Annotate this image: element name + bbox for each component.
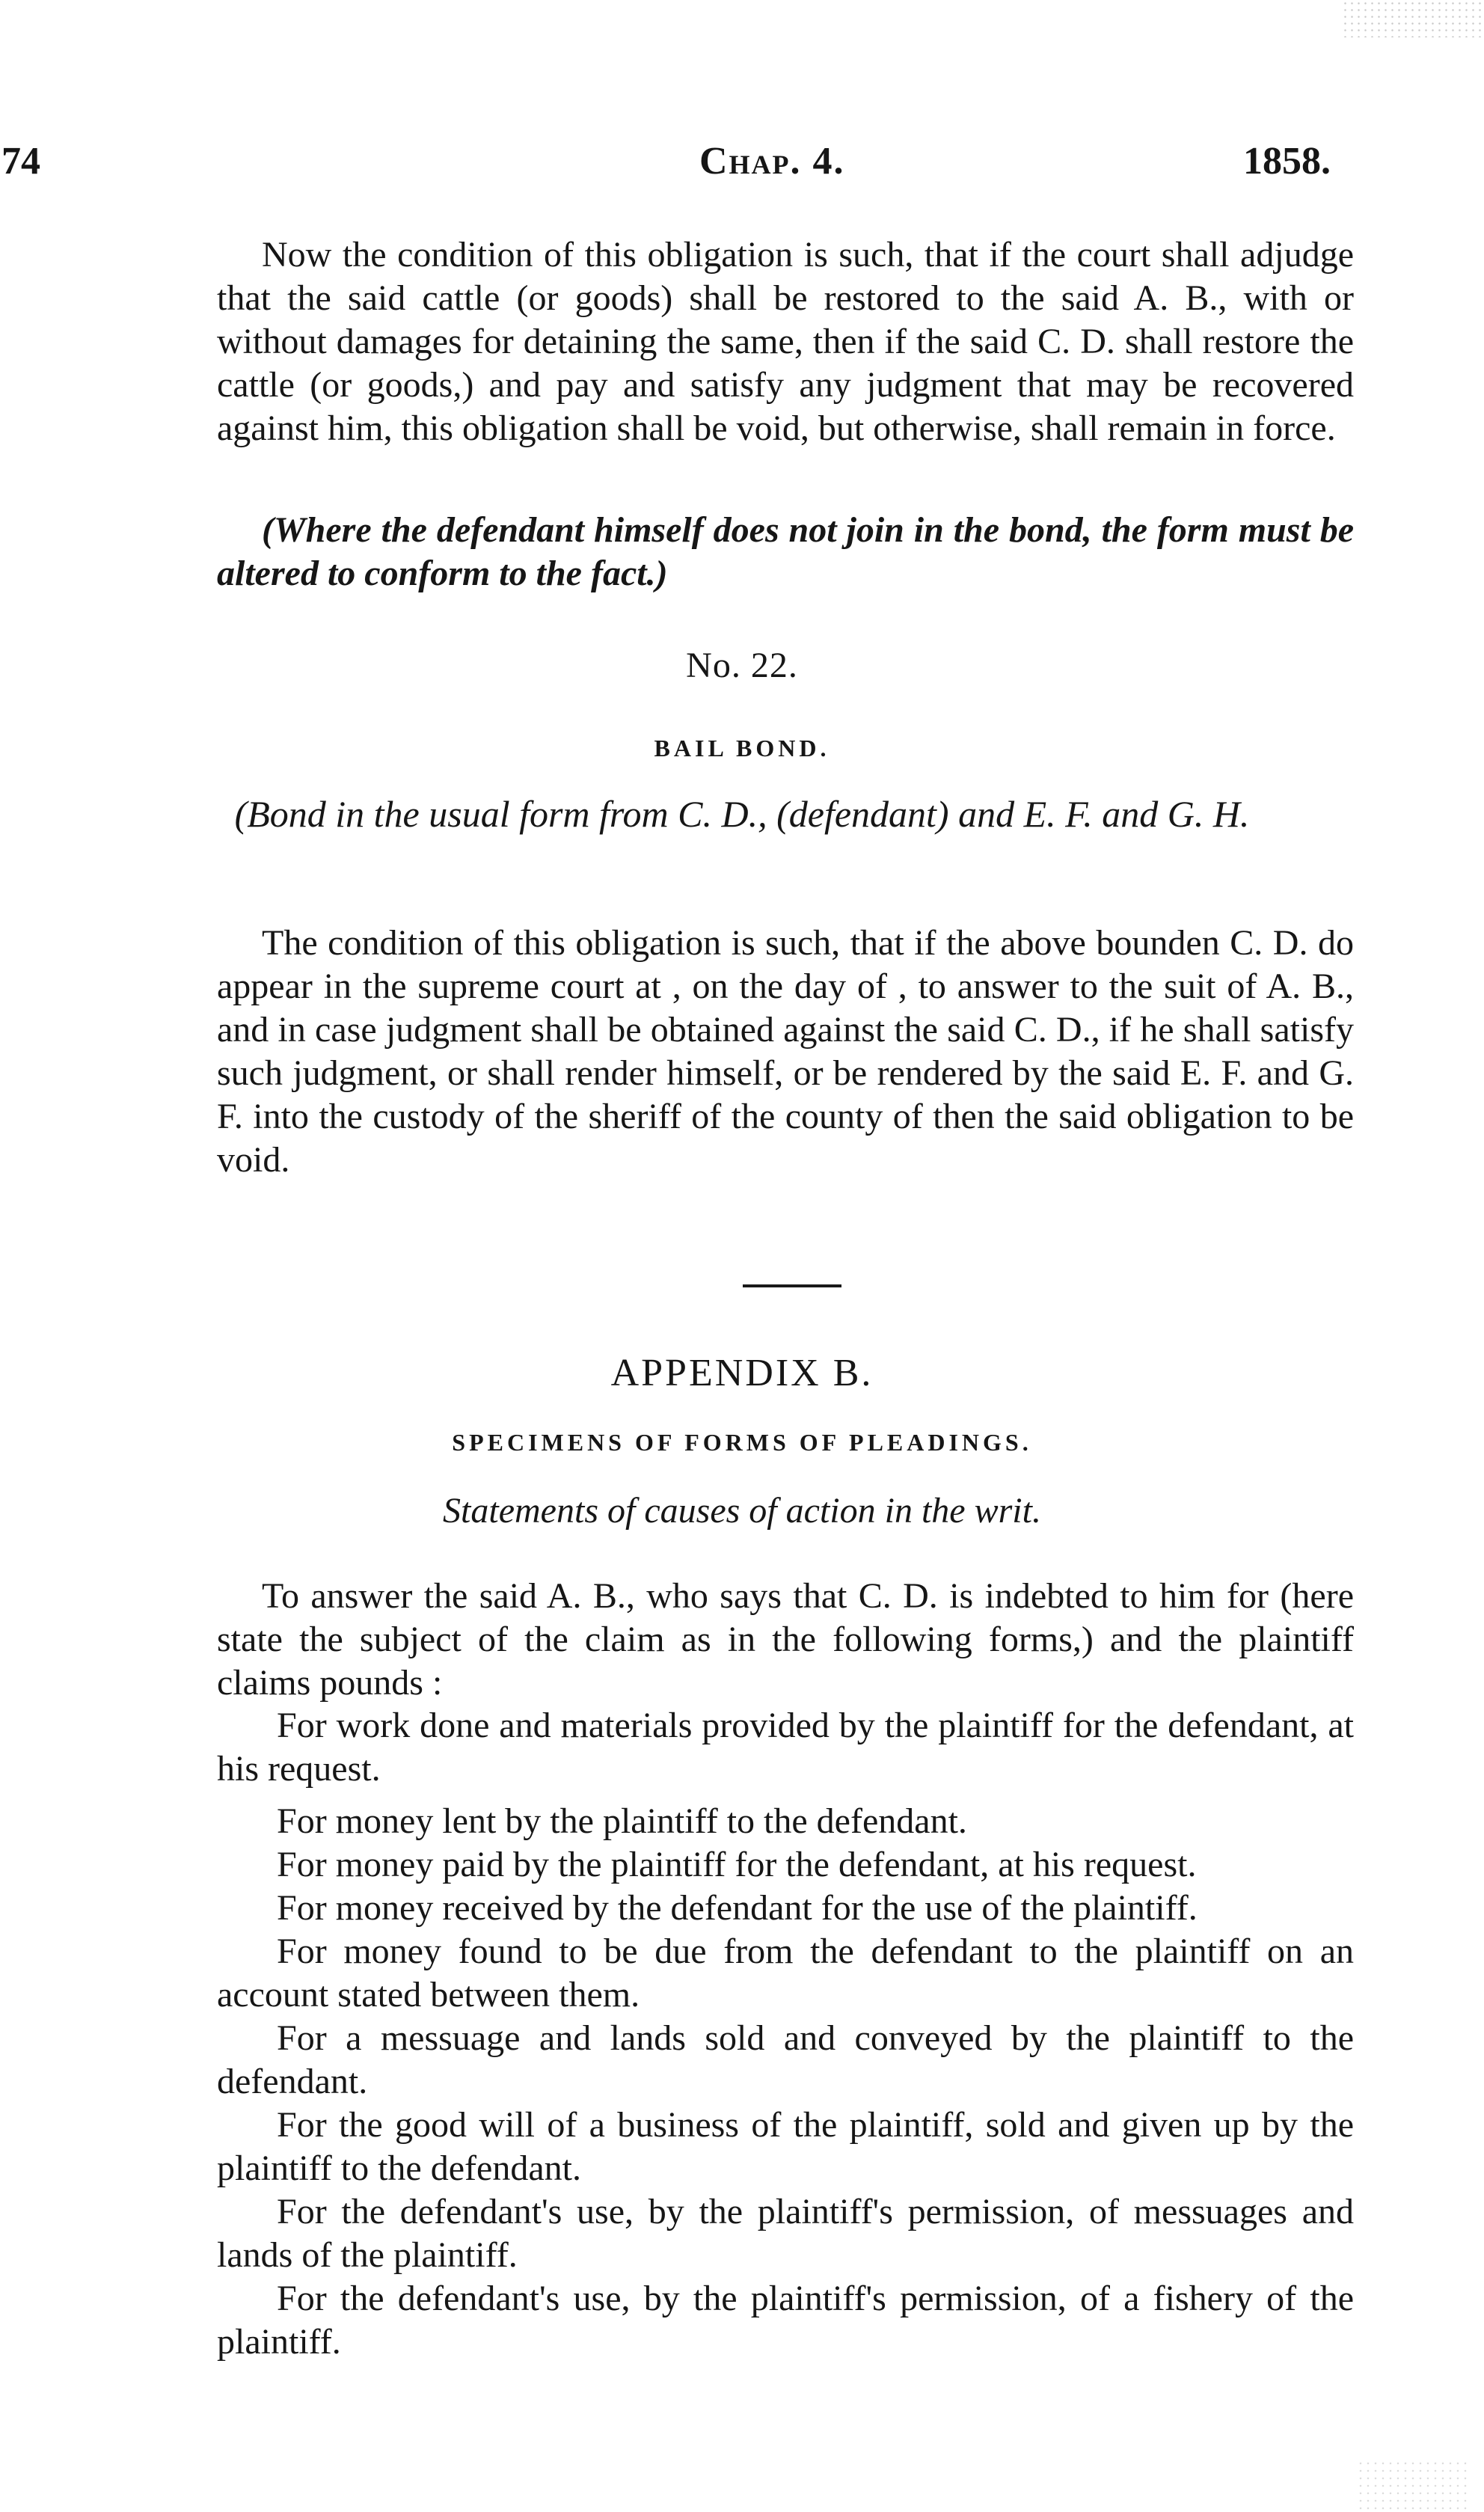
form-number: No. 22.	[686, 646, 798, 685]
claim-item: For money lent by the plaintiff to the defendant.	[277, 1801, 967, 1841]
claim-item: For a messuage and lands sold and conveyed by the plaintiff to the defendant.	[217, 2018, 1354, 2101]
statements-heading: Statements of causes of action in the writ.	[443, 1491, 1041, 1531]
section-divider	[743, 1284, 841, 1287]
claim-intro: To answer the said A. B., who says that C. D. is indebted to him for (here state the subject of the claim as in the following forms,) and the plaintiff claims pounds :	[217, 1576, 1354, 1703]
claim-item: For the defendant's use, by the plaintiff's permission, of messuages and lands of the plaintiff.	[217, 2192, 1354, 2275]
year-heading: 1858.	[1243, 140, 1331, 183]
claim-item: For work done and materials provided by the plaintiff for the defendant, at his request.	[217, 1706, 1354, 1789]
bond-caption: (Bond in the usual form from C. D., (defendant) and E. F. and G. H.	[234, 793, 1250, 835]
chapter-heading: Chap. 4.	[699, 140, 845, 183]
appendix-heading: APPENDIX B.	[610, 1352, 874, 1394]
claim-item: For the good will of a business of the plaintiff, sold and given up by the plaintiff to the defendant.	[217, 2105, 1354, 2188]
scan-speckle-top	[1342, 0, 1484, 37]
defendant-note: (Where the defendant himself does not join in the bond, the form must be altered to conform to the fact.)	[217, 510, 1354, 593]
condition-paragraph: Now the condition of this obligation is such, that if the court shall adjudge that the said cattle (or goods) shall be restored to the said A. B., with or without damages for detaining the same, then if the said C. D. shall restore the cattle (or goods,) and pay and satisfy any judgment that may be recovered against him, this obligation shall be void, but otherwise, shall remain in force.	[217, 235, 1354, 448]
scan-speckle-bottom	[1357, 2460, 1469, 2512]
claim-item: For the defendant's use, by the plaintiff's permission, of a fishery of the plaintiff.	[217, 2279, 1354, 2362]
claim-item: For money found to be due from the defendant to the plaintiff on an account stated between them.	[217, 1932, 1354, 2015]
form-title: BAIL BOND.	[654, 735, 830, 762]
claim-item: For money paid by the plaintiff for the defendant, at his request.	[277, 1845, 1197, 1884]
appendix-subheading: SPECIMENS OF FORMS OF PLEADINGS.	[452, 1429, 1032, 1456]
page-number: 74	[1, 140, 40, 183]
bail-bond-condition: The condition of this obligation is such, that if the above bounden C. D. do appear in the supreme court at , on the day of , to answer to the suit of A. B., and in case judgment shall be obtained against the said C. D., if he shall satisfy such judgment, or shall render himself, or be rendered by the said E. F. and G. F. into the custody of the sheriff of the county of then the said obligation to be void.	[217, 923, 1354, 1180]
claim-item: For money received by the defendant for the use of the plaintiff.	[277, 1888, 1198, 1928]
